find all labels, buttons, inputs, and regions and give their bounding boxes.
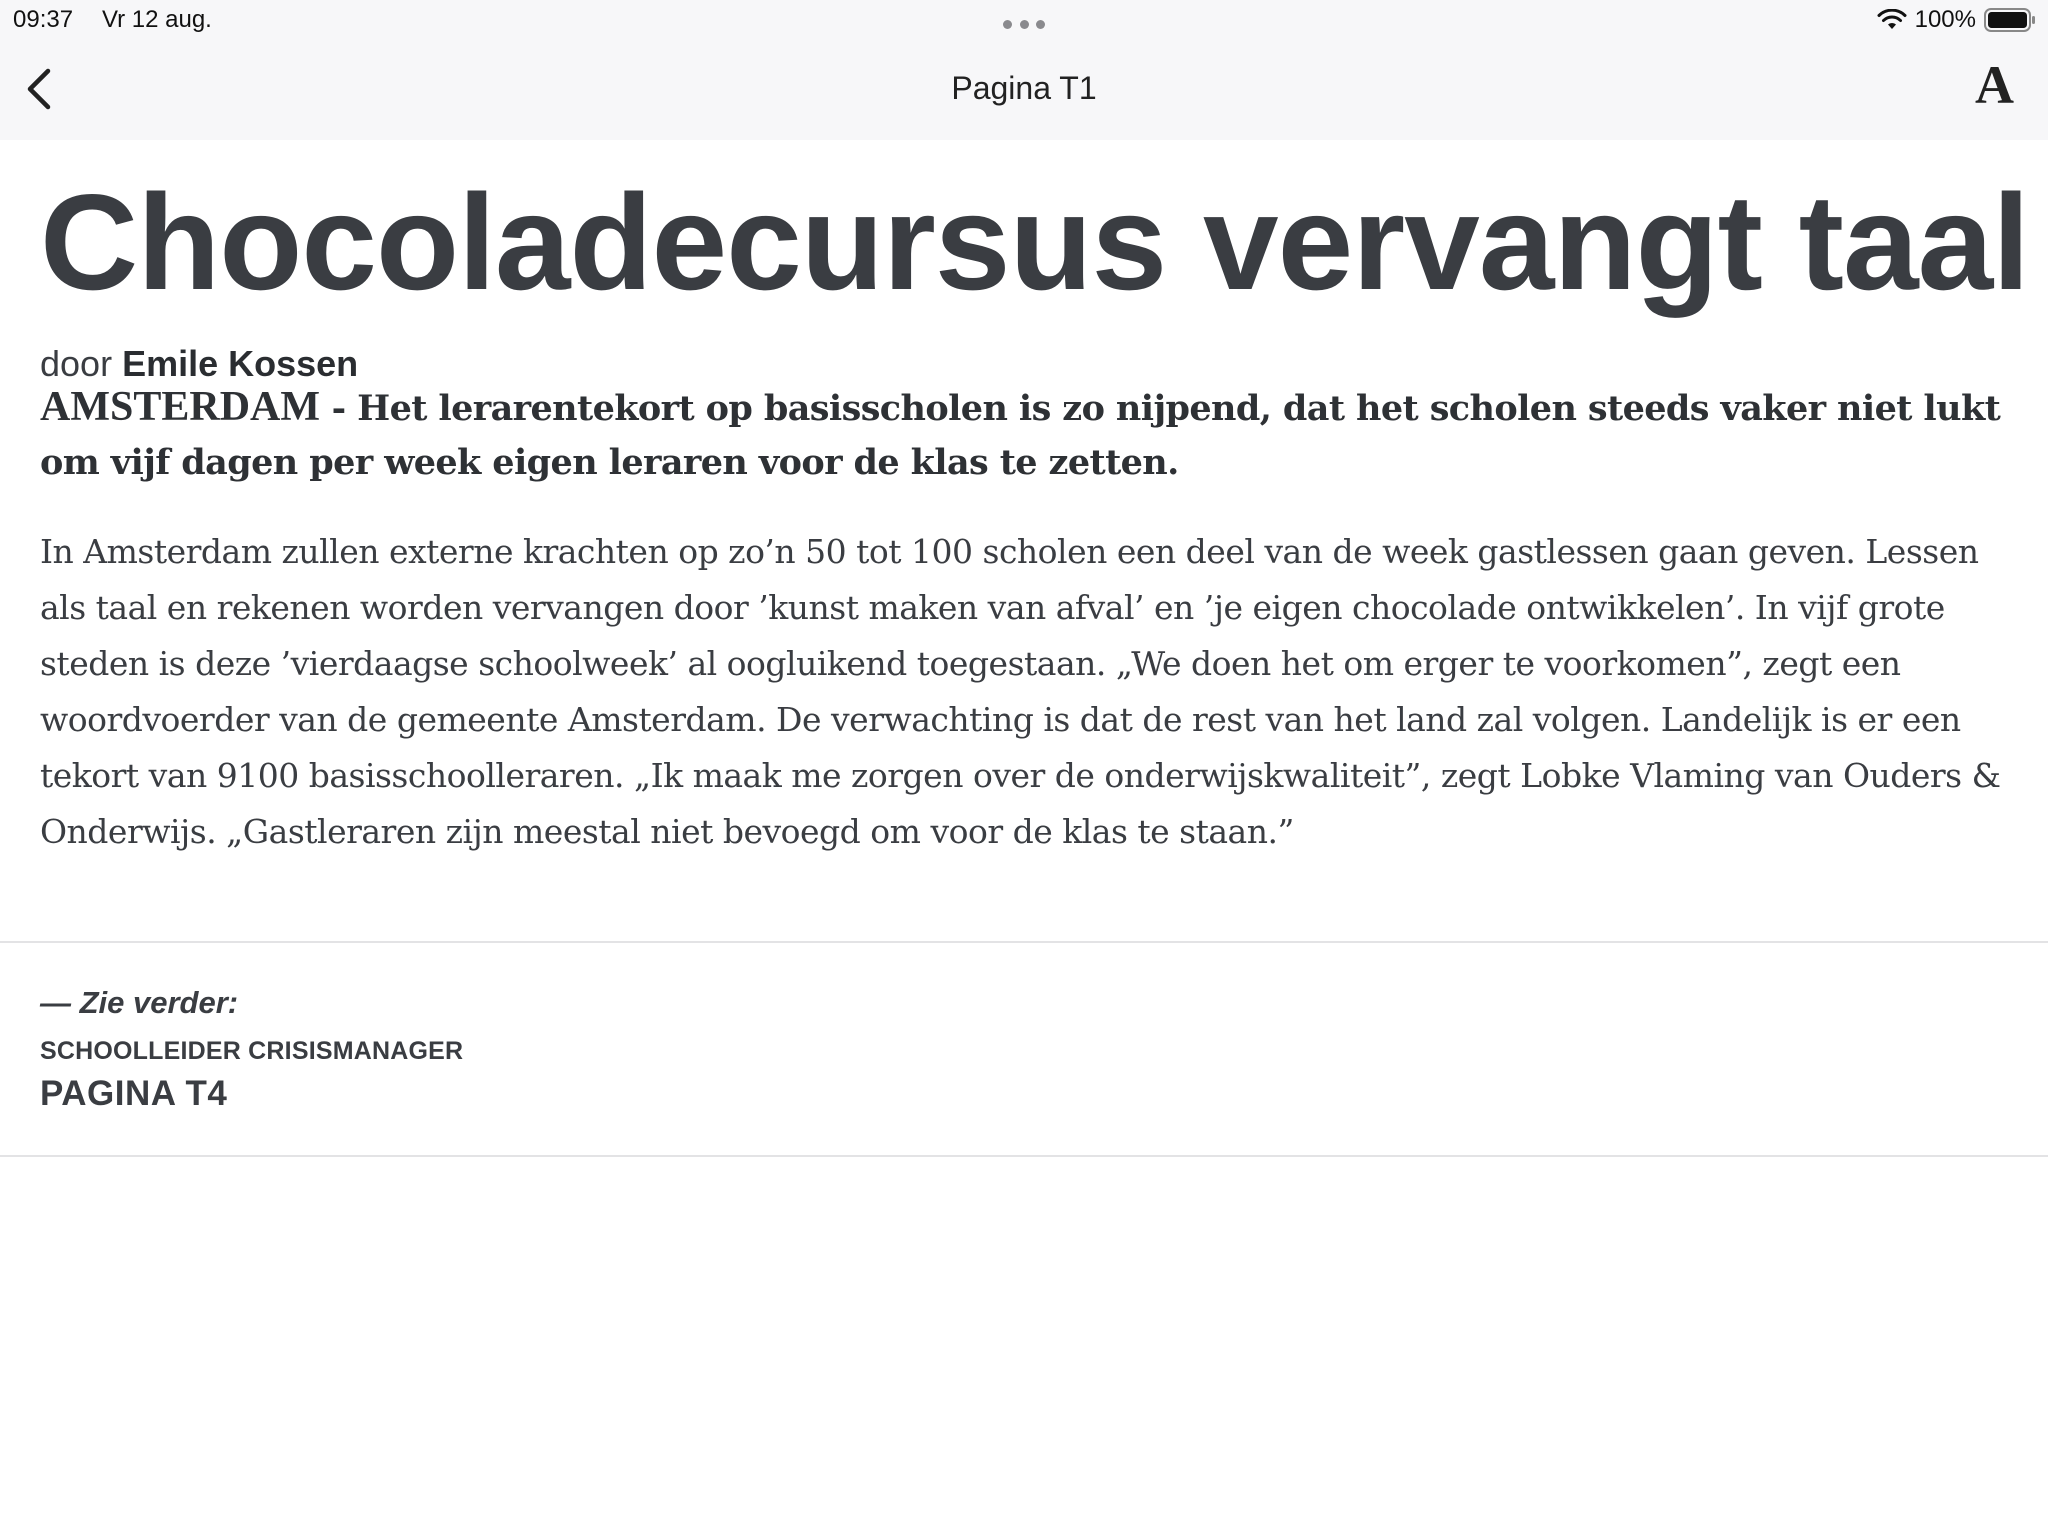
divider-bottom [0, 1155, 2048, 1157]
divider-top [0, 941, 2048, 943]
status-date: Vr 12 aug. [102, 6, 212, 33]
font-size-button[interactable]: A [1975, 55, 2014, 115]
lead-text: - Het lerarentekort op basisscholen is zo nijpend, dat het scholen steeds vaker niet lukt om vijf dagen per week eigen leraren voor de klas te zetten. [40, 388, 2001, 483]
byline-prefix: door [40, 343, 113, 384]
multitask-dots-icon[interactable] [1003, 20, 1045, 30]
status-time: 09:37 [13, 6, 74, 33]
article-headline: Chocoladecursus vervangt taal [40, 166, 2030, 318]
see-also-block[interactable] [40, 985, 463, 1114]
status-indicators [1877, 4, 2036, 36]
article-body: In Amsterdam zullen externe krachten op zo’n 50 tot 100 scholen een deel van de week gastlessen gaan geven. Lessen als taal en rekenen worden vervangen door ’kunst maken van afval’ en ’je eigen chocolade ontwikkelen’. In vijf grote steden is deze ’vierdaagse schoolweek’ al oogluikend toegestaan. „We doen het om erger te voorkomen”, zegt een woordvoerder van de gemeente Amsterdam. De verwachting is dat de rest van het land zal volgen. Landelijk is er een tekort van 9100 basisschoolleraren. „Ik maak me zorgen over de onderwijskwaliteit”, zegt Lobke Vlaming van Ouders & Onderwijs. „Gastleraren zijn meestal niet bevoegd om voor de klas te staan.” [40, 532, 2001, 851]
article-lead [40, 380, 2008, 490]
byline [40, 342, 358, 385]
page-title: Pagina T1 [951, 70, 1097, 106]
battery-icon [1984, 8, 2036, 32]
nav-bar [0, 40, 2048, 140]
battery-percent: 100% [1914, 6, 1976, 33]
author-name[interactable]: Emile Kossen [122, 343, 359, 384]
dateline: AMSTERDAM [40, 384, 320, 430]
status-bar [0, 0, 2048, 40]
see-also-title[interactable]: SCHOOLLEIDER CRISISMANAGER [40, 1037, 464, 1065]
see-also-label: — Zie verder: [40, 985, 239, 1020]
see-also-page[interactable]: PAGINA T4 [40, 1074, 228, 1113]
wifi-icon [1877, 9, 1907, 31]
